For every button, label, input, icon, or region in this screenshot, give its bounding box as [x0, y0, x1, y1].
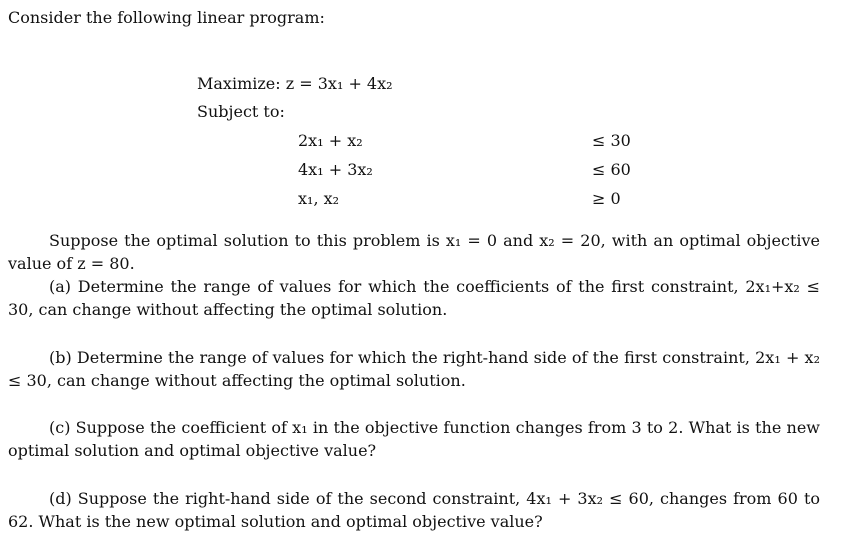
subject-to-label: Subject to: — [197, 102, 285, 121]
nonnegativity-lhs: x₁, x₂ — [298, 189, 340, 208]
objective-function: Maximize: z = 3x₁ + 4x₂ — [197, 74, 393, 93]
question-a: (a) Determine the range of values for which the coefficients of the first constraint, 2x₁+x₂ ≤ 30, can change without affecting the optimal solution. — [8, 277, 820, 319]
question-d: (d) Suppose the right-hand side of the second constraint, 4x₁ + 3x₂ ≤ 60, changes from 60 to 62. What is the new optimal solution and optimal objective value? — [8, 489, 820, 531]
constraint-1-lhs: 2x₁ + x₂ — [298, 131, 363, 150]
optimal-solution-paragraph: Suppose the optimal solution to this problem is x₁ = 0 and x₂ = 20, with an optimal objective value of z = 80. — [8, 231, 820, 273]
constraint-1-rhs: ≤ 30 — [592, 131, 631, 150]
constraint-2-lhs: 4x₁ + 3x₂ — [298, 160, 373, 179]
question-b: (b) Determine the range of values for which the right-hand side of the first constraint, 2x₁ + x₂ ≤ 30, can change without affecting the optimal solution. — [8, 348, 820, 390]
constraint-2-rhs: ≤ 60 — [592, 160, 631, 179]
intro-text: Consider the following linear program: — [8, 8, 325, 27]
question-c: (c) Suppose the coefficient of x₁ in the objective function changes from 3 to 2. What is the new optimal solution and optimal objective value? — [8, 418, 820, 460]
nonnegativity-rhs: ≥ 0 — [592, 189, 621, 208]
